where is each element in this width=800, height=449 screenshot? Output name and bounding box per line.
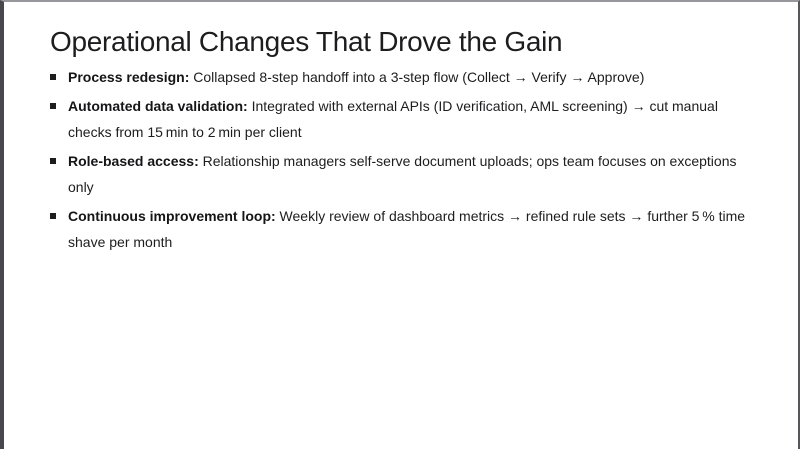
bullet-item-role-based-access <box>50 148 762 200</box>
bullet-text: Weekly review of dashboard metrics → refined rule sets → further 5 % time shave per month <box>68 208 746 250</box>
bullet-lead: Process redesign: <box>68 69 190 85</box>
bullet-square-icon <box>50 103 56 109</box>
bullet-square-icon <box>50 213 56 219</box>
bullet-text: Relationship managers self-serve document uploads; ops team focuses on exceptions only <box>68 153 737 195</box>
bullet-list <box>50 64 762 255</box>
bullet-lead: Role-based access: <box>68 153 199 169</box>
slide-content <box>4 2 798 255</box>
bullet-lead: Automated data validation: <box>68 98 248 114</box>
bullet-item-continuous-improvement <box>50 203 762 255</box>
bullet-square-icon <box>50 158 56 164</box>
bullet-item-automated-validation <box>50 93 762 145</box>
bullet-text: Integrated with external APIs (ID verification, AML screening) → cut manual checks from 15 min to 2 min per client <box>68 98 718 140</box>
bullet-lead: Continuous improvement loop: <box>68 208 276 224</box>
bullet-item-process-redesign <box>50 64 762 90</box>
bullet-text: Collapsed 8-step handoff into a 3-step flow (Collect → Verify → Approve) <box>189 69 645 85</box>
slide-title: Operational Changes That Drove the Gain <box>50 26 563 57</box>
bullet-square-icon <box>50 74 56 80</box>
